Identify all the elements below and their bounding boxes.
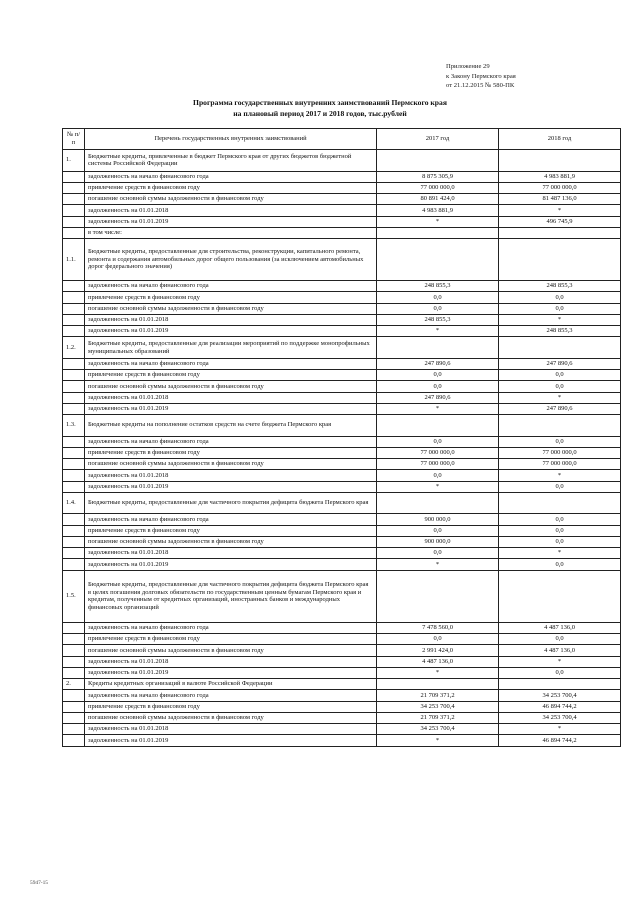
- row-name: задолженность на 01.01.2019: [85, 403, 377, 414]
- row-value-2018: *: [499, 548, 621, 559]
- row-number: [63, 667, 85, 678]
- row-number: [63, 194, 85, 205]
- table-row: [63, 239, 621, 281]
- row-value-2017: [377, 679, 499, 690]
- row-value-2017: [377, 415, 499, 437]
- row-value-2018: 0,0: [499, 634, 621, 645]
- row-name: задолженность на начало финансового года: [85, 358, 377, 369]
- table-row: [63, 701, 621, 712]
- row-value-2017: 248 855,3: [377, 281, 499, 292]
- row-name: Бюджетные кредиты на пополнение остатков средств на счете бюджета Пермского края: [85, 415, 377, 437]
- row-value-2018: [499, 570, 621, 622]
- table-row: [63, 470, 621, 481]
- table-row: [63, 216, 621, 227]
- row-value-2017: 0,0: [377, 470, 499, 481]
- row-value-2017: *: [377, 481, 499, 492]
- row-value-2018: 77 000 000,0: [499, 447, 621, 458]
- row-name: Бюджетные кредиты, предоставленные для частичного покрытия дефицита бюджета Пермского края в целях погашения долговых обязательств по государственным ценным бумагам Пермского края и кредитам, полученным от кредитных организаций, иностранных банков и международных финансовых организаций: [85, 570, 377, 622]
- table-row: [63, 447, 621, 458]
- row-value-2018: 4 983 881,9: [499, 171, 621, 182]
- row-name: задолженность на 01.01.2019: [85, 216, 377, 227]
- row-value-2017: *: [377, 559, 499, 570]
- row-number: 1.5.: [63, 570, 85, 622]
- table-row: [63, 370, 621, 381]
- row-name: задолженность на 01.01.2019: [85, 481, 377, 492]
- table-header-row: [63, 129, 621, 150]
- row-value-2017: *: [377, 403, 499, 414]
- row-name: привлечение средств в финансовом году: [85, 525, 377, 536]
- row-value-2018: *: [499, 314, 621, 325]
- row-number: [63, 436, 85, 447]
- row-value-2017: [377, 492, 499, 514]
- table-row: [63, 492, 621, 514]
- row-name: задолженность на 01.01.2018: [85, 548, 377, 559]
- row-number: [63, 514, 85, 525]
- row-name: погашение основной суммы задолженности в финансовом году: [85, 645, 377, 656]
- row-value-2017: 80 891 424,0: [377, 194, 499, 205]
- document-title: [110, 97, 530, 119]
- row-value-2017: 247 890,6: [377, 392, 499, 403]
- row-number: [63, 205, 85, 216]
- header-2018: 2018 год: [499, 129, 621, 150]
- row-name: привлечение средств в финансовом году: [85, 634, 377, 645]
- table-row: [63, 679, 621, 690]
- row-value-2018: 4 487 136,0: [499, 645, 621, 656]
- table-row: [63, 326, 621, 337]
- row-number: [63, 403, 85, 414]
- table-row: [63, 712, 621, 723]
- row-value-2017: 248 855,3: [377, 314, 499, 325]
- table-row: [63, 337, 621, 359]
- row-value-2018: [499, 337, 621, 359]
- row-number: [63, 724, 85, 735]
- row-value-2018: [499, 150, 621, 172]
- table-row: [63, 281, 621, 292]
- row-name: привлечение средств в финансовом году: [85, 370, 377, 381]
- row-value-2018: [499, 227, 621, 238]
- row-name: Бюджетные кредиты, предоставленные для частичного покрытия дефицита бюджета Пермского края: [85, 492, 377, 514]
- table-row: [63, 634, 621, 645]
- row-number: [63, 370, 85, 381]
- row-name: Кредиты кредитных организаций в валюте Российской Федерации: [85, 679, 377, 690]
- row-number: [63, 645, 85, 656]
- row-name: задолженность на начало финансового года: [85, 436, 377, 447]
- row-number: [63, 392, 85, 403]
- row-number: [63, 171, 85, 182]
- row-name: Бюджетные кредиты, привлеченные в бюджет Пермского края от других бюджетов бюджетной системы Российской Федерации: [85, 150, 377, 172]
- row-name: задолженность на 01.01.2018: [85, 724, 377, 735]
- row-value-2017: 2 991 424,0: [377, 645, 499, 656]
- row-value-2017: 7 478 560,0: [377, 622, 499, 633]
- table-row: [63, 171, 621, 182]
- header-name: Перечень государственных внутренних заимствований: [85, 129, 377, 150]
- table-row: [63, 415, 621, 437]
- row-number: 1.3.: [63, 415, 85, 437]
- row-number: 1.2.: [63, 337, 85, 359]
- table-row: [63, 559, 621, 570]
- row-value-2018: 248 855,3: [499, 281, 621, 292]
- row-value-2017: 0,0: [377, 381, 499, 392]
- row-number: [63, 536, 85, 547]
- row-name: задолженность на начало финансового года: [85, 690, 377, 701]
- row-name: задолженность на 01.01.2018: [85, 470, 377, 481]
- table-row: [63, 724, 621, 735]
- row-number: [63, 216, 85, 227]
- row-value-2018: *: [499, 392, 621, 403]
- row-value-2017: 8 875 305,9: [377, 171, 499, 182]
- row-number: [63, 622, 85, 633]
- table-row: [63, 150, 621, 172]
- table-row: [63, 303, 621, 314]
- row-number: [63, 227, 85, 238]
- title-line-1: Программа государственных внутренних заимствований Пермского края: [193, 98, 447, 107]
- row-value-2018: 0,0: [499, 559, 621, 570]
- table-row: [63, 735, 621, 746]
- row-number: [63, 481, 85, 492]
- row-name: привлечение средств в финансовом году: [85, 292, 377, 303]
- row-value-2017: 247 890,6: [377, 358, 499, 369]
- table-row: [63, 667, 621, 678]
- table-row: [63, 570, 621, 622]
- row-number: [63, 470, 85, 481]
- row-number: [63, 292, 85, 303]
- table-row: [63, 645, 621, 656]
- row-number: 1.1.: [63, 239, 85, 281]
- row-value-2017: *: [377, 667, 499, 678]
- table-row: [63, 656, 621, 667]
- row-number: [63, 459, 85, 470]
- row-value-2017: 77 000 000,0: [377, 447, 499, 458]
- row-number: [63, 381, 85, 392]
- row-number: 1.: [63, 150, 85, 172]
- row-name: задолженность на начало финансового года: [85, 171, 377, 182]
- row-value-2017: [377, 239, 499, 281]
- row-name: задолженность на 01.01.2018: [85, 314, 377, 325]
- row-name: погашение основной суммы задолженности в финансовом году: [85, 303, 377, 314]
- table-row: [63, 525, 621, 536]
- table-row: [63, 194, 621, 205]
- row-value-2017: 0,0: [377, 370, 499, 381]
- row-value-2017: 0,0: [377, 548, 499, 559]
- row-value-2017: [377, 227, 499, 238]
- row-value-2018: 0,0: [499, 525, 621, 536]
- row-number: 2.: [63, 679, 85, 690]
- row-name: погашение основной суммы задолженности в финансовом году: [85, 381, 377, 392]
- row-number: [63, 634, 85, 645]
- row-value-2018: 34 253 700,4: [499, 712, 621, 723]
- row-value-2018: 247 890,6: [499, 358, 621, 369]
- row-value-2017: [377, 570, 499, 622]
- row-value-2018: 34 253 700,4: [499, 690, 621, 701]
- row-name: задолженность на 01.01.2018: [85, 392, 377, 403]
- row-name: погашение основной суммы задолженности в финансовом году: [85, 194, 377, 205]
- row-name: задолженность на 01.01.2018: [85, 656, 377, 667]
- row-value-2018: 81 487 136,0: [499, 194, 621, 205]
- row-value-2018: *: [499, 724, 621, 735]
- row-number: [63, 559, 85, 570]
- row-name: привлечение средств в финансовом году: [85, 182, 377, 193]
- row-value-2017: [377, 337, 499, 359]
- table-row: [63, 536, 621, 547]
- row-name: погашение основной суммы задолженности в финансовом году: [85, 459, 377, 470]
- row-value-2018: 4 487 136,0: [499, 622, 621, 633]
- table-row: [63, 459, 621, 470]
- row-value-2017: 21 709 371,2: [377, 712, 499, 723]
- row-value-2018: 496 745,9: [499, 216, 621, 227]
- row-value-2018: 0,0: [499, 481, 621, 492]
- row-number: [63, 303, 85, 314]
- table-row: [63, 436, 621, 447]
- row-value-2018: 0,0: [499, 292, 621, 303]
- row-value-2018: 77 000 000,0: [499, 459, 621, 470]
- row-value-2017: 34 253 700,4: [377, 724, 499, 735]
- row-value-2017: *: [377, 216, 499, 227]
- row-value-2018: 0,0: [499, 667, 621, 678]
- row-number: [63, 525, 85, 536]
- row-name: погашение основной суммы задолженности в финансовом году: [85, 712, 377, 723]
- row-number: [63, 712, 85, 723]
- row-value-2018: [499, 679, 621, 690]
- row-number: [63, 182, 85, 193]
- row-number: [63, 735, 85, 746]
- row-number: 1.4.: [63, 492, 85, 514]
- row-value-2018: 46 894 744,2: [499, 701, 621, 712]
- table-row: [63, 292, 621, 303]
- row-number: [63, 314, 85, 325]
- table-row: [63, 205, 621, 216]
- row-name: задолженность на начало финансового года: [85, 281, 377, 292]
- row-value-2017: 0,0: [377, 436, 499, 447]
- row-name: задолженность на начало финансового года: [85, 514, 377, 525]
- header-num: № п/п: [63, 129, 85, 150]
- row-value-2018: 0,0: [499, 303, 621, 314]
- appendix-note: [446, 62, 606, 91]
- table-row: [63, 358, 621, 369]
- row-name: задолженность на 01.01.2019: [85, 735, 377, 746]
- row-name: в том числе:: [85, 227, 377, 238]
- row-number: [63, 281, 85, 292]
- row-value-2018: *: [499, 205, 621, 216]
- row-value-2018: 248 855,3: [499, 326, 621, 337]
- row-name: задолженность на 01.01.2019: [85, 667, 377, 678]
- row-number: [63, 548, 85, 559]
- table-row: [63, 403, 621, 414]
- row-value-2018: 0,0: [499, 436, 621, 447]
- row-value-2018: 0,0: [499, 536, 621, 547]
- title-line-2: на плановый период 2017 и 2018 годов, тыс.рублей: [233, 109, 407, 118]
- row-value-2017: *: [377, 326, 499, 337]
- row-value-2017: 0,0: [377, 525, 499, 536]
- table-row: [63, 690, 621, 701]
- row-value-2017: 77 000 000,0: [377, 459, 499, 470]
- row-number: [63, 358, 85, 369]
- row-value-2018: [499, 492, 621, 514]
- row-value-2017: 4 487 136,0: [377, 656, 499, 667]
- table-row: [63, 622, 621, 633]
- row-value-2017: 4 983 881,9: [377, 205, 499, 216]
- borrowings-table: [62, 128, 621, 747]
- row-name: погашение основной суммы задолженности в финансовом году: [85, 536, 377, 547]
- table-body: [63, 150, 621, 747]
- row-value-2017: 0,0: [377, 303, 499, 314]
- table-row: [63, 548, 621, 559]
- row-number: [63, 447, 85, 458]
- table-row: [63, 314, 621, 325]
- row-number: [63, 656, 85, 667]
- table-row: [63, 392, 621, 403]
- row-value-2018: 46 894 744,2: [499, 735, 621, 746]
- row-name: задолженность на 01.01.2019: [85, 326, 377, 337]
- appendix-line-1: Приложение 29: [446, 63, 490, 70]
- row-value-2018: [499, 415, 621, 437]
- table-row: [63, 514, 621, 525]
- row-value-2018: *: [499, 470, 621, 481]
- row-value-2018: 247 890,6: [499, 403, 621, 414]
- row-name: привлечение средств в финансовом году: [85, 701, 377, 712]
- row-name: Бюджетные кредиты, предоставленные для строительства, реконструкции, капитального ремонта, ремонта и содержания автомобильных дорог общего пользования (за исключением автомобильных дорог федерального значения): [85, 239, 377, 281]
- header-2017: 2017 год: [377, 129, 499, 150]
- row-value-2017: 900 000,0: [377, 536, 499, 547]
- row-value-2017: [377, 150, 499, 172]
- row-name: задолженность на 01.01.2018: [85, 205, 377, 216]
- row-value-2017: 34 253 700,4: [377, 701, 499, 712]
- table-row: [63, 381, 621, 392]
- row-name: задолженность на 01.01.2019: [85, 559, 377, 570]
- appendix-line-2: к Закону Пермского края: [446, 72, 516, 80]
- row-number: [63, 701, 85, 712]
- row-value-2018: [499, 239, 621, 281]
- row-value-2017: 900 000,0: [377, 514, 499, 525]
- footer-code: 5947-15: [30, 880, 48, 886]
- row-number: [63, 326, 85, 337]
- appendix-line-3: от 21.12.2015 № 580-ПК: [446, 82, 515, 90]
- row-value-2018: 0,0: [499, 514, 621, 525]
- row-value-2018: 0,0: [499, 381, 621, 392]
- table-row: [63, 481, 621, 492]
- row-value-2018: *: [499, 656, 621, 667]
- table-row: [63, 182, 621, 193]
- row-value-2018: 0,0: [499, 370, 621, 381]
- row-name: привлечение средств в финансовом году: [85, 447, 377, 458]
- row-name: Бюджетные кредиты, предоставленные для реализации мероприятий по поддержке монопрофильных муниципальных образований: [85, 337, 377, 359]
- row-value-2017: *: [377, 735, 499, 746]
- row-number: [63, 690, 85, 701]
- row-value-2017: 0,0: [377, 292, 499, 303]
- row-name: задолженность на начало финансового года: [85, 622, 377, 633]
- row-value-2017: 77 000 000,0: [377, 182, 499, 193]
- row-value-2017: 0,0: [377, 634, 499, 645]
- row-value-2017: 21 709 371,2: [377, 690, 499, 701]
- table-row: [63, 227, 621, 238]
- row-value-2018: 77 000 000,0: [499, 182, 621, 193]
